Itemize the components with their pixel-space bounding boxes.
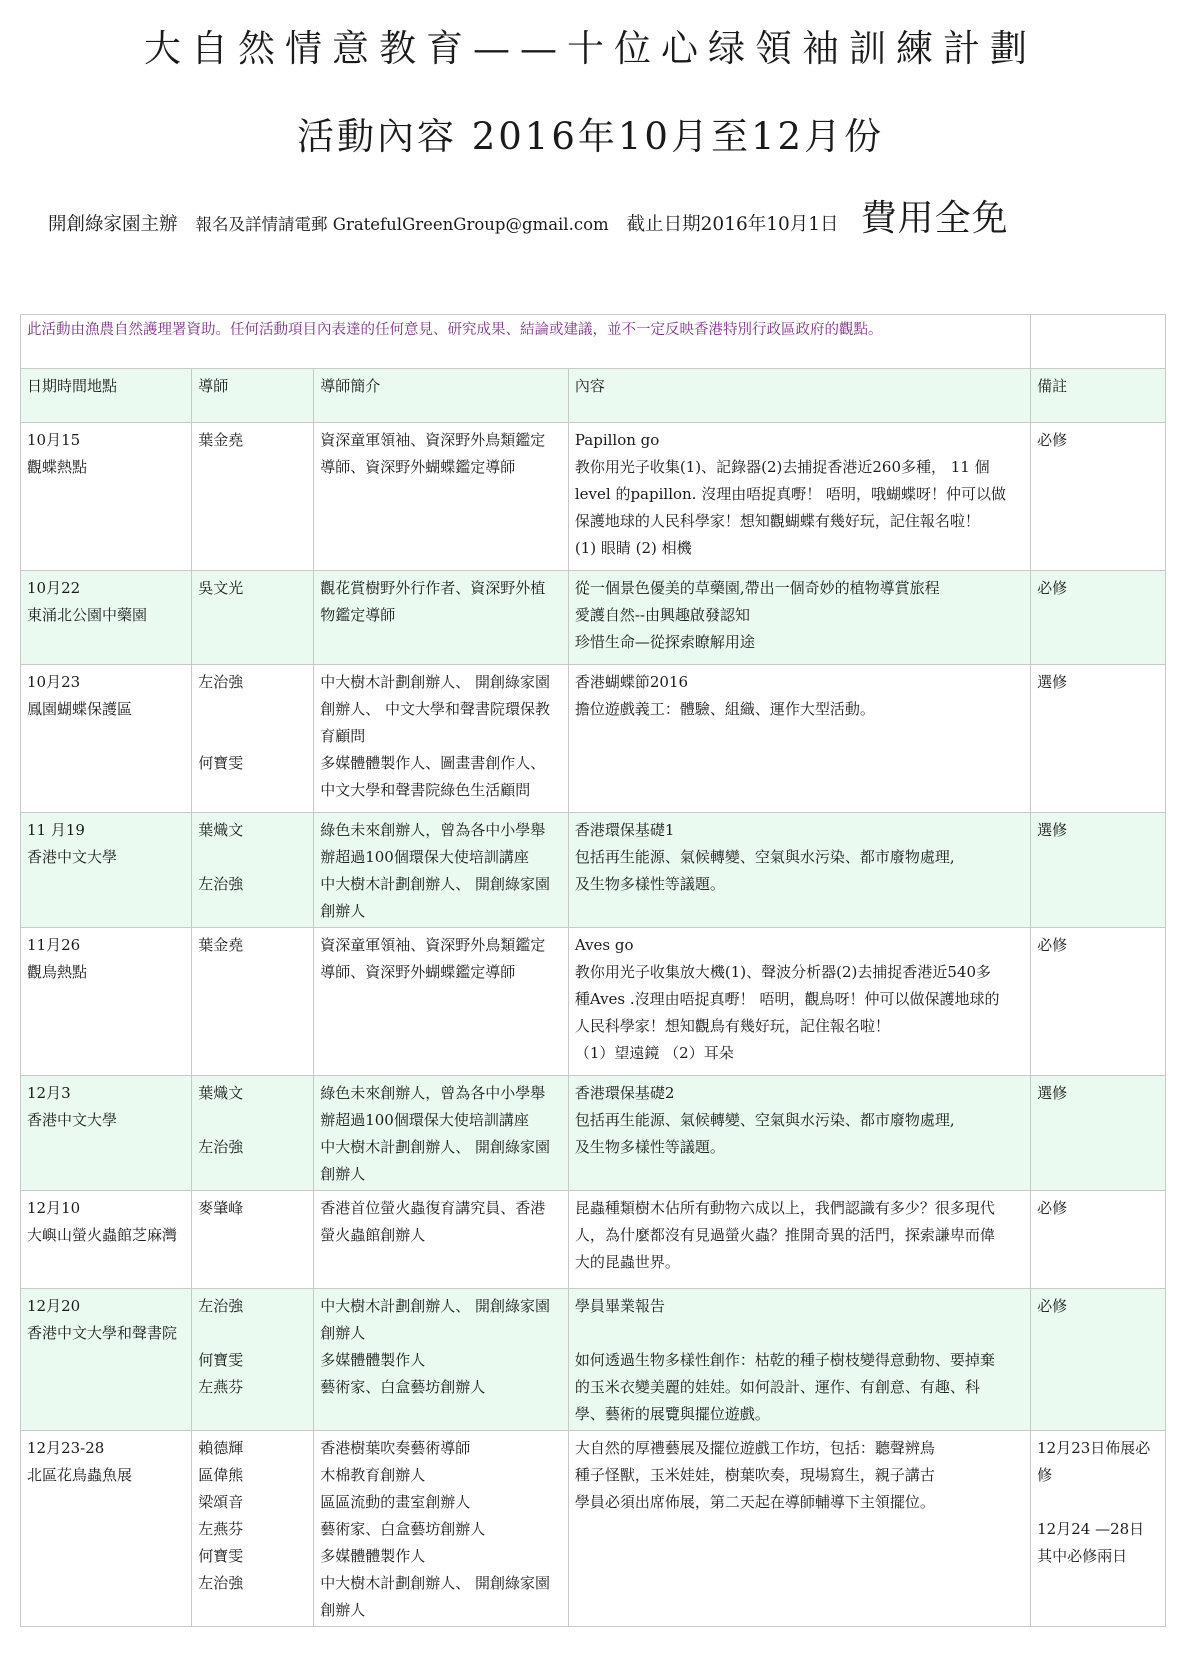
content-line: 包括再生能源、氣候轉變、空氣與水污染、都市廢物處理, [574, 1111, 955, 1129]
notice-row [21, 315, 1166, 369]
content-line: Aves go [574, 936, 634, 954]
cell-content [568, 571, 1030, 665]
date-line: 大嶼山螢火蟲館芝麻灣 [27, 1226, 178, 1244]
bio-line: 創辦人 [320, 1324, 366, 1342]
cell-date [21, 665, 192, 813]
document-subtitle: 活動內容 2016年10月至12月份 [296, 115, 885, 158]
tutor-line: 葉金堯 [198, 936, 244, 954]
content-line: 保護地球的人民科學家！想知觀蝴蝶有幾好玩，記住報名啦！ [574, 512, 980, 530]
remark-line: 選修 [1037, 821, 1068, 839]
cell-content [568, 665, 1030, 813]
remark-line: 必修 [1037, 1297, 1068, 1315]
cell-remark [1031, 1076, 1166, 1191]
content-line: 大的昆蟲世界。 [574, 1253, 680, 1271]
blank-line [198, 1107, 307, 1134]
bio-line: 多媒體體製作人 [320, 1351, 426, 1369]
cell-remark [1031, 1289, 1166, 1431]
cell-remark [1031, 665, 1166, 813]
remark-line: 選修 [1037, 673, 1068, 691]
bio-line: 中大樹木計劃創辦人、 開創綠家園 [320, 673, 550, 691]
tutor-line: 左燕芬 [198, 1378, 244, 1396]
cell-tutor [192, 1431, 314, 1627]
blank-line [198, 844, 307, 871]
bio-line: 藝術家、白盒藝坊創辦人 [320, 1520, 486, 1538]
content-line: 擔位遊戲義工：體驗、組織、運作大型活動。 [574, 700, 875, 718]
tutor-line: 麥肇峰 [198, 1199, 244, 1217]
content-line: 如何透過生物多樣性創作：枯乾的種子樹枝變得意動物、要掉棄 [574, 1351, 995, 1369]
content-line: 大自然的厚禮藝展及擺位遊戲工作坊，包括：聽聲辨鳥 [574, 1439, 935, 1457]
bio-line: 辦超過100個環保大使培訓講座 [320, 848, 529, 866]
info-line [48, 190, 1148, 241]
blank-line [575, 1320, 1024, 1347]
cell-remark [1031, 928, 1166, 1076]
document-title: 大自然情意教育——十位心绿領袖訓練計劃 [144, 27, 1037, 70]
cell-tutor [192, 928, 314, 1076]
tutor-line: 左治強 [198, 875, 244, 893]
remark-line: 12月24 —28日 [1037, 1520, 1145, 1538]
cell-bio [314, 665, 569, 813]
bio-line: 中大樹木計劃創辦人、 開創綠家園 [320, 1297, 550, 1315]
cell-bio [314, 571, 569, 665]
cell-content [568, 928, 1030, 1076]
blank-line [198, 696, 307, 723]
content-line: 珍惜生命—從探索瞭解用途 [574, 633, 755, 651]
cell-content [568, 423, 1030, 571]
remark-line: 必修 [1037, 579, 1068, 597]
content-line: （1）望遠鏡 （2）耳朵 [574, 1044, 734, 1062]
date-line: 11月26 [27, 936, 81, 954]
cell-content [568, 1431, 1030, 1627]
date-line: 10月15 [27, 431, 81, 449]
tutor-line: 左治強 [198, 673, 244, 691]
cell-tutor [192, 1076, 314, 1191]
cell-date [21, 571, 192, 665]
bio-line: 物鑑定導師 [320, 606, 396, 624]
cell-tutor [192, 665, 314, 813]
date-line: 11 月19 [27, 821, 85, 839]
cell-content [568, 1076, 1030, 1191]
tutor-line: 區偉熊 [198, 1466, 244, 1484]
content-line: 香港環保基礎1 [574, 821, 675, 839]
bio-line: 中大樹木計劃創辦人、 開創綠家園 [320, 1574, 550, 1592]
date-line: 12月3 [27, 1084, 71, 1102]
cell-bio [314, 1431, 569, 1627]
bio-line: 螢火蟲館創辦人 [320, 1226, 426, 1244]
date-line: 12月10 [27, 1199, 81, 1217]
tutor-line: 葉金堯 [198, 431, 244, 449]
cell-bio [314, 813, 569, 928]
bio-line: 資深童軍領袖、資深野外鳥類鑑定 [320, 936, 546, 954]
bio-line: 中大樹木計劃創辦人、 開創綠家園 [320, 875, 550, 893]
bio-line: 多媒體體製作人 [320, 1547, 426, 1565]
organizer-text: 開創綠家園主辦 [48, 214, 178, 235]
cell-tutor [192, 813, 314, 928]
tutor-line: 梁頌音 [198, 1493, 244, 1511]
bio-line: 藝術家、白盒藝坊創辦人 [320, 1378, 486, 1396]
remark-line: 修 [1037, 1466, 1053, 1484]
blank-line [198, 1320, 307, 1347]
bio-line: 多媒體體製作人、圖畫書創作人、 [320, 754, 546, 772]
remark-line: 必修 [1037, 431, 1068, 449]
cell-bio [314, 1191, 569, 1289]
bio-line: 中大樹木計劃創辦人、 開創綠家園 [320, 1138, 550, 1156]
content-line: 學員必須出席佈展，第二天起在導師輔導下主領擺位。 [574, 1493, 935, 1511]
date-line: 鳳園蝴蝶保護區 [27, 700, 133, 718]
bio-line: 辦超過100個環保大使培訓講座 [320, 1111, 529, 1129]
tutor-line: 賴德輝 [198, 1439, 244, 1457]
cell-date [21, 1431, 192, 1627]
table-row [21, 571, 1166, 665]
fee-text: 費用全免 [860, 198, 1009, 239]
enquiry-text: 報名及詳情請電郵 GratefulGreenGroup@gmail.com [195, 215, 609, 234]
content-line: 香港蝴蝶節2016 [574, 673, 689, 691]
content-line: 香港環保基礎2 [574, 1084, 675, 1102]
cell-date [21, 423, 192, 571]
date-line: 北區花鳥蟲魚展 [27, 1466, 133, 1484]
funding-notice: 此活動由漁農自然護理署資助。任何活動項目內表達的任何意見、研究成果、結論或建議，並不一定反映香港特別行政區政府的觀點。 [21, 315, 1031, 369]
content-line: 人民科學家！想知觀鳥有幾好玩，記住報名啦！ [574, 1017, 890, 1035]
bio-line: 綠色未來創辦人，曾為各中小學舉 [320, 1084, 546, 1102]
col-header-remark: 備註 [1031, 369, 1166, 423]
content-line: 從一個景色優美的草藥園,帶出一個奇妙的植物導賞旅程 [574, 579, 940, 597]
date-line: 12月20 [27, 1297, 81, 1315]
table-row [21, 1289, 1166, 1431]
cell-date [21, 1191, 192, 1289]
content-line: level 的papillon. 沒理由唔捉真嘢！ 唔明，哦蝴蝶呀！仲可以做 [574, 485, 1006, 503]
tutor-line: 左治強 [198, 1297, 244, 1315]
bio-line: 育顧問 [320, 727, 366, 745]
col-header-tutor: 導師 [192, 369, 314, 423]
bio-line: 綠色未來創辦人，曾為各中小學舉 [320, 821, 546, 839]
tutor-line: 左治強 [198, 1574, 244, 1592]
date-line: 香港中文大學和聲書院 [27, 1324, 178, 1342]
table-row [21, 665, 1166, 813]
content-line: 人，為什麼都沒有見過螢火蟲？推開奇異的活門，探索謙卑而偉 [574, 1226, 995, 1244]
bio-line: 創辦人 [320, 902, 366, 920]
table-row [21, 1431, 1166, 1627]
cell-remark [1031, 1191, 1166, 1289]
notice-blank-cell [1031, 315, 1166, 369]
content-line: 包括再生能源、氣候轉變、空氣與水污染、都市廢物處理, [574, 848, 955, 866]
cell-date [21, 928, 192, 1076]
col-header-content: 內容 [568, 369, 1030, 423]
content-line: 昆蟲種類樹木佔所有動物六成以上，我們認識有多少？很多現代 [574, 1199, 995, 1217]
col-header-bio: 導師簡介 [314, 369, 569, 423]
bio-line: 導師、資深野外蝴蝶鑑定導師 [320, 963, 516, 981]
cell-remark [1031, 571, 1166, 665]
content-line: 種子怪獸，玉米娃娃，樹葉吹奏，現場寫生，親子講古 [574, 1466, 935, 1484]
date-line: 東涌北公園中藥園 [27, 606, 148, 624]
cell-bio [314, 928, 569, 1076]
content-line: (1) 眼睛 (2) 相機 [574, 539, 692, 557]
col-header-date: 日期時間地點 [21, 369, 192, 423]
table-row [21, 928, 1166, 1076]
bio-line: 香港樹葉吹奏藝術導師 [320, 1439, 471, 1457]
cell-bio [314, 1076, 569, 1191]
deadline-text: 截止日期2016年10月1日 [626, 214, 839, 235]
tutor-line: 吳文光 [198, 579, 244, 597]
tutor-line: 左燕芬 [198, 1520, 244, 1538]
cell-bio [314, 1289, 569, 1431]
cell-date [21, 1289, 192, 1431]
cell-tutor [192, 1289, 314, 1431]
cell-tutor [192, 423, 314, 571]
cell-date [21, 813, 192, 928]
bio-line: 木棉教育創辦人 [320, 1466, 426, 1484]
tutor-line: 左治強 [198, 1138, 244, 1156]
remark-line: 必修 [1037, 936, 1068, 954]
content-line: 學、藝術的展覽與擺位遊戲。 [574, 1405, 770, 1423]
tutor-line: 何寶雯 [198, 754, 244, 772]
date-line: 香港中文大學 [27, 848, 118, 866]
cell-content [568, 1191, 1030, 1289]
bio-line: 區區流動的畫室創辦人 [320, 1493, 471, 1511]
cell-remark [1031, 813, 1166, 928]
date-line: 觀鳥熱點 [27, 963, 88, 981]
table-row [21, 423, 1166, 571]
cell-content [568, 1289, 1030, 1431]
content-line: Papillon go [574, 431, 660, 449]
date-line: 10月23 [27, 673, 81, 691]
cell-tutor [192, 1191, 314, 1289]
schedule-table [20, 314, 1166, 1627]
tutor-line: 葉熾文 [198, 821, 244, 839]
content-line: 種Aves .沒理由唔捉真嘢！ 唔明，觀鳥呀！仲可以做保護地球的 [574, 990, 1000, 1008]
tutor-line: 葉熾文 [198, 1084, 244, 1102]
bio-line: 資深童軍領袖、資深野外鳥類鑑定 [320, 431, 546, 449]
cell-date [21, 1076, 192, 1191]
table-row [21, 1191, 1166, 1289]
tutor-line: 何寶雯 [198, 1351, 244, 1369]
content-line: 及生物多樣性等議題。 [574, 1138, 725, 1156]
header-row [21, 369, 1166, 423]
blank-line [1037, 1489, 1159, 1516]
bio-line: 創辦人 [320, 1601, 366, 1619]
date-line: 12月23-28 [27, 1439, 105, 1457]
cell-bio [314, 423, 569, 571]
date-line: 10月22 [27, 579, 81, 597]
content-line: 的玉米衣變美麗的娃娃。如何設計、運作、有創意、有趣、科 [574, 1378, 980, 1396]
bio-line: 香港首位螢火蟲復育講究員、香港 [320, 1199, 546, 1217]
bio-line: 中文大學和聲書院綠色生活顧問 [320, 781, 531, 799]
content-line: 愛護自然--由興趣啟發認知 [574, 606, 750, 624]
cell-remark [1031, 423, 1166, 571]
remark-line: 其中必修兩日 [1037, 1547, 1128, 1565]
bio-line: 觀花賞樹野外行作者、資深野外植 [320, 579, 546, 597]
cell-content [568, 813, 1030, 928]
table-row [21, 813, 1166, 928]
tutor-line: 何寶雯 [198, 1547, 244, 1565]
bio-line: 創辦人 [320, 1165, 366, 1183]
content-line: 教你用光子收集(1)、記錄器(2)去捕捉香港近260多種， 11 個 [574, 458, 990, 476]
content-line: 及生物多樣性等議題。 [574, 875, 725, 893]
remark-line: 必修 [1037, 1199, 1068, 1217]
content-line: 教你用光子收集放大機(1)、聲波分析器(2)去捕捉香港近540多 [574, 963, 991, 981]
table-row [21, 1076, 1166, 1191]
date-line: 觀蝶熱點 [27, 458, 88, 476]
remark-line: 12月23日佈展必 [1037, 1439, 1151, 1457]
cell-remark [1031, 1431, 1166, 1627]
cell-tutor [192, 571, 314, 665]
bio-line: 導師、資深野外蝴蝶鑑定導師 [320, 458, 516, 476]
date-line: 香港中文大學 [27, 1111, 118, 1129]
bio-line: 創辦人、 中文大學和聲書院環保教 [320, 700, 550, 718]
content-line: 學員畢業報告 [574, 1297, 665, 1315]
remark-line: 選修 [1037, 1084, 1068, 1102]
blank-line [198, 723, 307, 750]
